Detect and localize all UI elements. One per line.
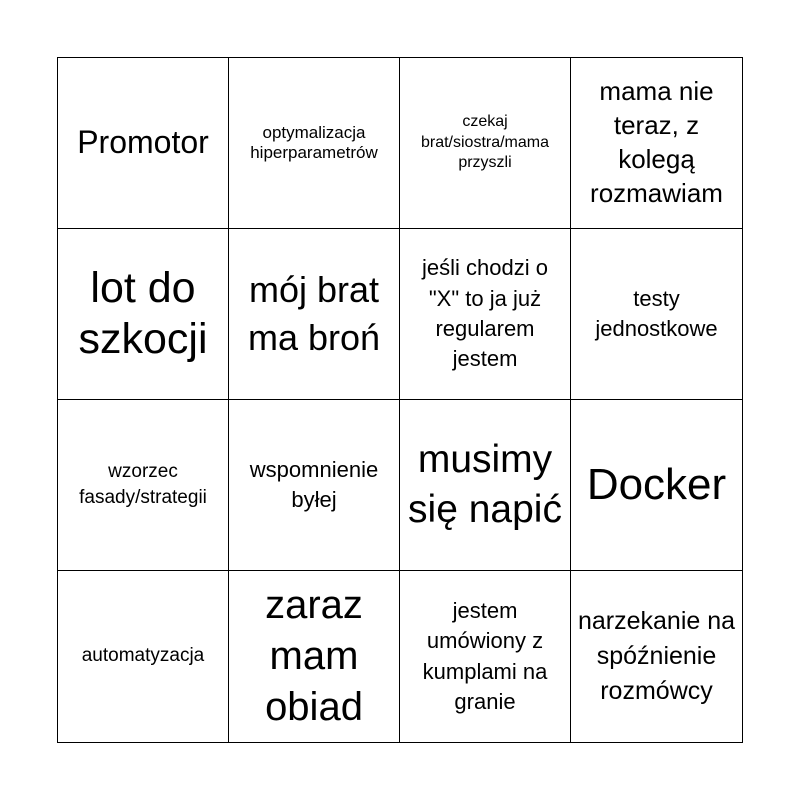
bingo-cell-text: Promotor [77, 124, 209, 161]
bingo-cell[interactable] [229, 58, 400, 229]
bingo-cell-text: narzekanie na spóźnienie rozmówcy [577, 607, 736, 705]
bingo-cell-text: zaraz mam obiad [265, 582, 363, 730]
bingo-cell[interactable] [58, 400, 229, 571]
bingo-cell[interactable] [229, 400, 400, 571]
bingo-cell-text: lot do szkocji [78, 264, 208, 363]
bingo-cell-text: mama nie teraz, z kolegą rozmawiam [590, 76, 723, 208]
bingo-cell[interactable] [400, 229, 571, 400]
bingo-cell-text: testy jednostkowe [595, 285, 718, 341]
bingo-cell-text: optymalizacja hiperparametrów [250, 122, 378, 162]
bingo-board [57, 57, 743, 743]
bingo-cell-text: jeśli chodzi o "X" to ja już regularem jestem [422, 255, 548, 372]
bingo-cell-text: jestem umówiony z kumplami na granie [422, 597, 548, 714]
bingo-cell-text: wzorzec fasady/strategii [79, 460, 207, 508]
bingo-cell[interactable] [571, 400, 742, 571]
bingo-cell[interactable] [58, 58, 229, 229]
bingo-cell[interactable] [229, 571, 400, 742]
bingo-cell-text: Docker [586, 460, 727, 510]
bingo-cell-text: czekaj brat/siostra/mama przyszli [420, 112, 550, 172]
bingo-cell[interactable] [58, 571, 229, 742]
bingo-cell-text: musimy się napić [408, 438, 562, 531]
bingo-cell[interactable] [571, 229, 742, 400]
bingo-cell[interactable] [571, 571, 742, 742]
bingo-cell[interactable] [229, 229, 400, 400]
bingo-cell-text: wspomnienie byłej [249, 456, 379, 512]
bingo-cell-text: automatyzacja [81, 645, 205, 667]
bingo-cell[interactable] [400, 571, 571, 742]
bingo-cell-text: mój brat ma broń [247, 269, 381, 358]
bingo-cell[interactable] [400, 58, 571, 229]
bingo-cell[interactable] [571, 58, 742, 229]
bingo-cell[interactable] [400, 400, 571, 571]
bingo-cell[interactable] [58, 229, 229, 400]
